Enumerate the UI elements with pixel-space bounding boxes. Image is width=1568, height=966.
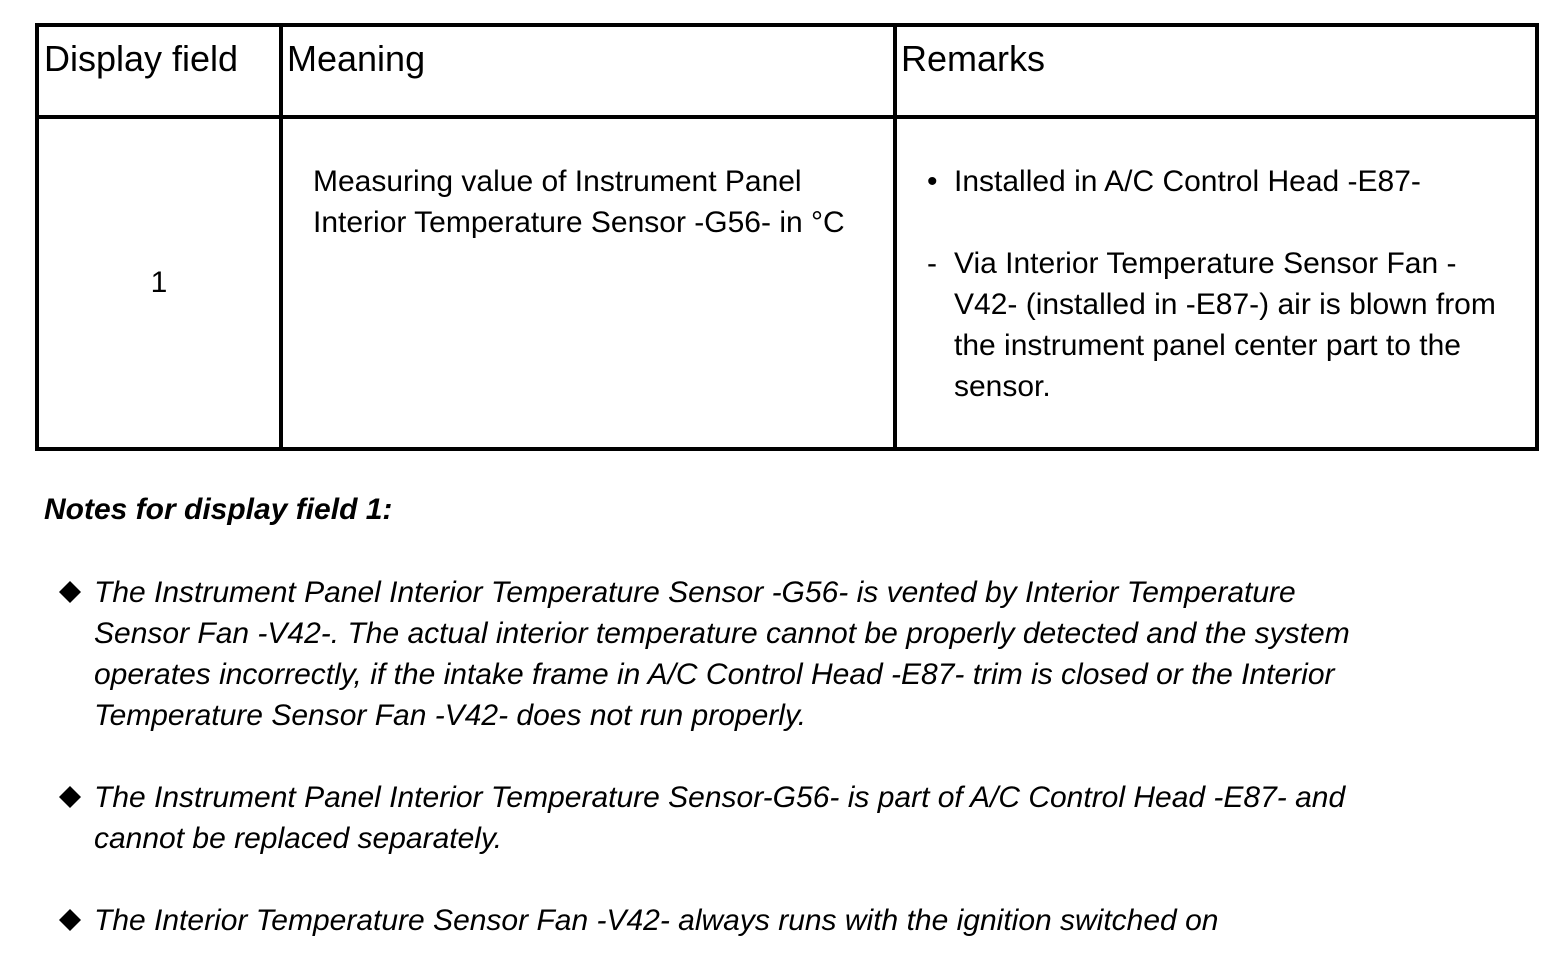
notes-list <box>58 572 1378 941</box>
note-item <box>58 572 1378 736</box>
header-remarks: Remarks <box>895 25 1537 117</box>
note-item <box>58 777 1378 859</box>
header-display-field: Display field <box>37 25 281 117</box>
table-header-row <box>37 25 1537 117</box>
note-text: The Instrument Panel Interior Temperature Sensor -G56- is vented by Interior Temperature Sensor Fan -V42-. The actual interior temperature cannot be properly detected and the system operates incorrectly, if the intake frame in A/C Control Head -E87- trim is closed or the Interior Temperature Sensor Fan -V42- does not run properly. <box>94 576 1350 732</box>
remark-item <box>927 161 1515 202</box>
remark-bullet-marker: • <box>927 165 938 198</box>
header-meaning: Meaning <box>281 25 895 117</box>
diamond-bullet-icon <box>58 580 82 604</box>
diamond-bullet-icon <box>58 908 82 932</box>
note-item <box>58 900 1378 941</box>
remarks-cell <box>895 117 1537 449</box>
remark-text: Installed in A/C Control Head -E87- <box>954 165 1421 198</box>
remark-text: Via Interior Temperature Sensor Fan -V42- (installed in -E87-) air is blown from the instrument panel center part to the sensor. <box>954 247 1496 403</box>
remark-dash-marker: - <box>927 247 937 280</box>
meaning-text: Measuring value of Instrument Panel Interior Temperature Sensor -G56- in °C <box>281 117 895 449</box>
diamond-bullet-icon <box>58 785 82 809</box>
display-field-number: 1 <box>37 117 281 449</box>
note-text: The Instrument Panel Interior Temperature Sensor-G56- is part of A/C Control Head -E87- and cannot be replaced separately. <box>94 781 1346 855</box>
display-field-table <box>35 23 1539 451</box>
note-text: The Interior Temperature Sensor Fan -V42- always runs with the ignition switched on <box>94 904 1219 937</box>
table-row <box>37 117 1537 449</box>
notes-heading: Notes for display field 1: <box>44 493 393 526</box>
remark-item <box>927 243 1515 407</box>
